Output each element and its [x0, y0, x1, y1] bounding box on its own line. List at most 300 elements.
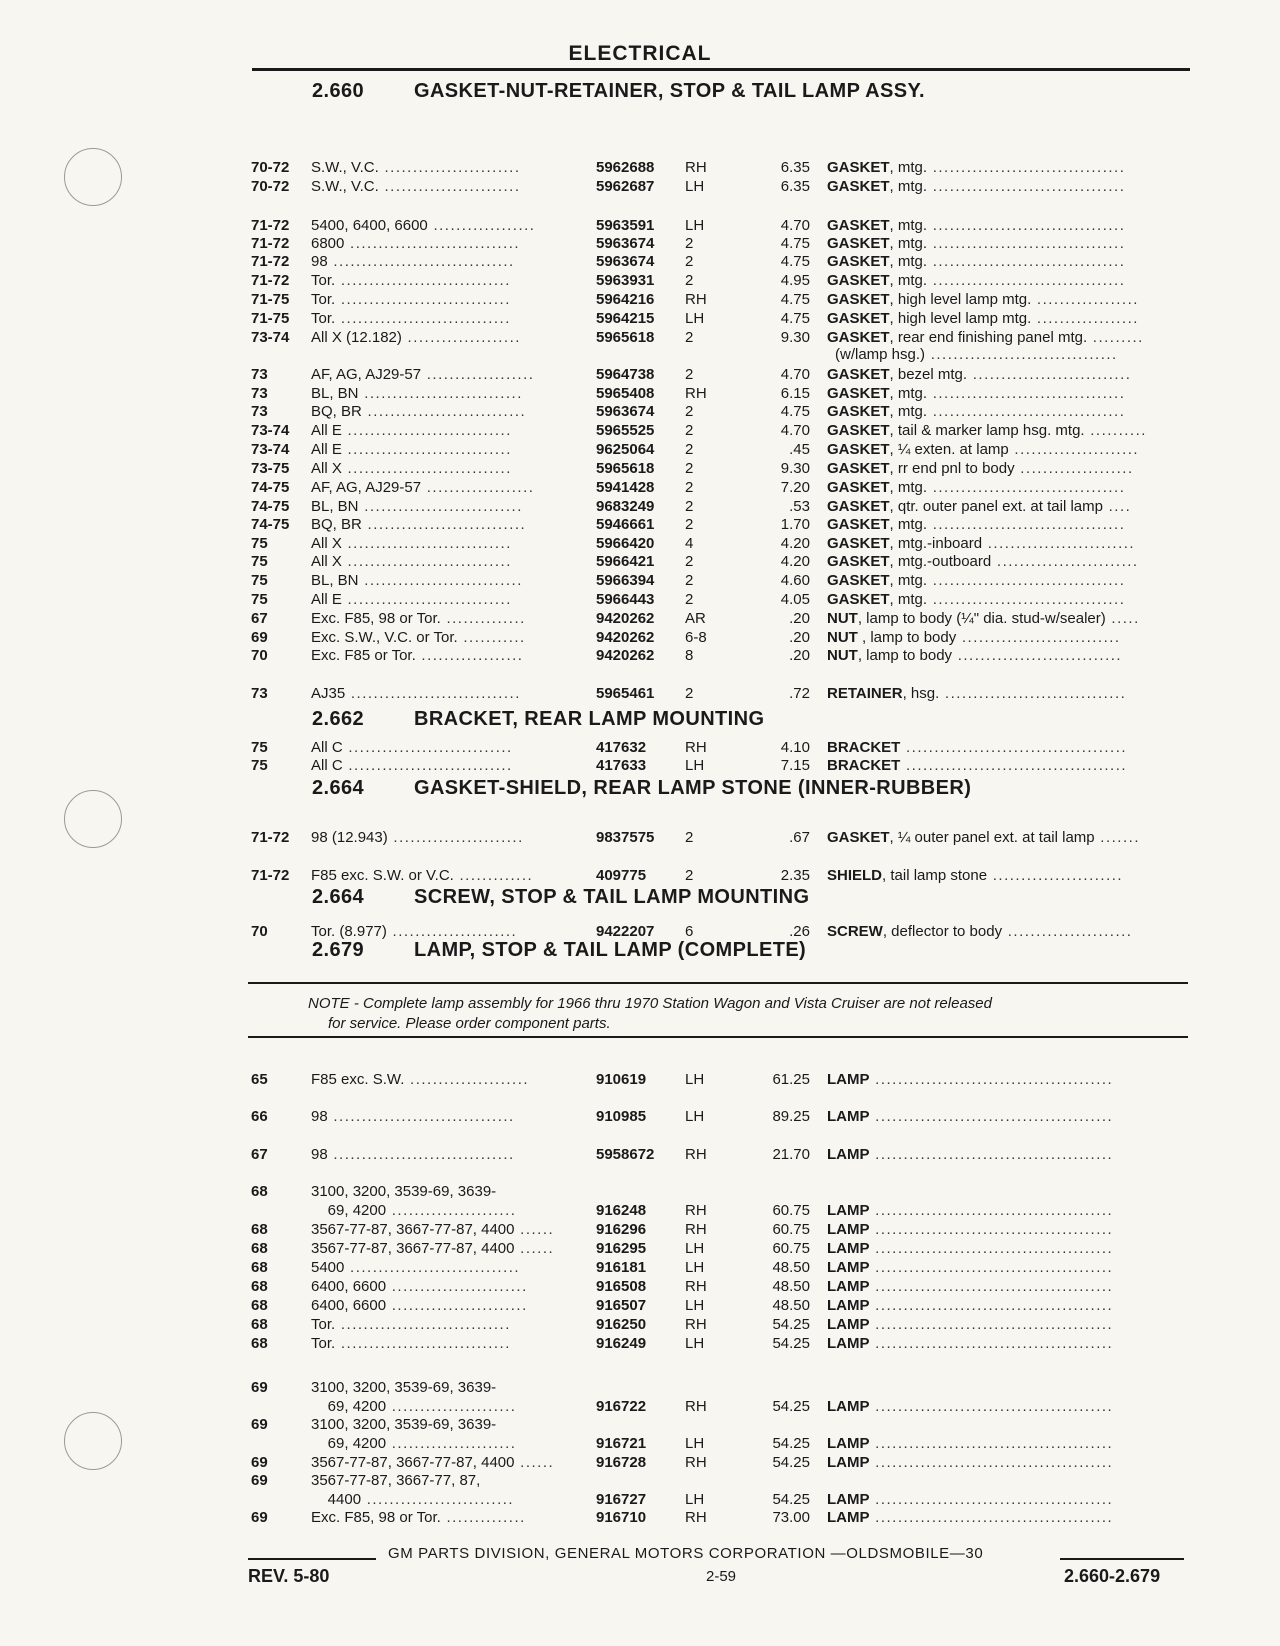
price: 2.35 [780, 867, 810, 884]
footer-rule-left [248, 1558, 376, 1560]
part-row [0, 421, 1280, 440]
leader-dots: .......................................... [869, 1316, 1114, 1333]
leader-dots: .......................................... [869, 1398, 1114, 1415]
note-rule [248, 1036, 1188, 1038]
price: 4.70 [780, 217, 810, 234]
model-year: 68 [251, 1183, 268, 1200]
model-text: 5400, 6400, 6600 [311, 217, 428, 234]
leader-dots: .......................... [982, 535, 1136, 552]
leader-dots: .................................. [927, 403, 1126, 420]
model-text: 69, 4200 [311, 1202, 387, 1219]
part-number: 5963591 [596, 217, 655, 234]
leader-dots: ............................ [956, 629, 1121, 646]
model-text: F85 exc. S.W. or V.C. [311, 867, 454, 884]
part-row [0, 1415, 1280, 1434]
part-description [827, 1434, 1189, 1453]
part-row [0, 271, 1280, 290]
part-row [0, 1182, 1280, 1201]
model-text: 5400 [311, 1259, 345, 1276]
part-detail: , mtg. [889, 572, 928, 589]
part-name: GASKET [827, 422, 890, 439]
part-row [0, 1334, 1280, 1353]
part-name: GASKET [827, 516, 890, 533]
model-applicability [311, 1334, 573, 1353]
leader-dots: ............................ [358, 385, 523, 402]
leader-dots: ............................. [341, 591, 512, 608]
model-text: 3567-77-87, 3667-77-87, 4400 [311, 1240, 515, 1257]
model-applicability [311, 1490, 573, 1509]
part-number: 5946661 [596, 516, 655, 533]
price: 61.25 [772, 1071, 810, 1088]
quantity: 2 [685, 441, 694, 458]
part-row [0, 515, 1280, 534]
model-applicability [311, 1296, 573, 1315]
price: 60.75 [772, 1221, 810, 1238]
part-description [827, 828, 1189, 847]
part-description [827, 478, 1189, 497]
leader-dots: ....................... [387, 829, 524, 846]
part-row [0, 1258, 1280, 1277]
part-detail: , mtg. [889, 479, 928, 496]
leader-dots: ............................. [342, 757, 513, 774]
model-text: 6400, 6600 [311, 1278, 387, 1295]
quantity: LH [685, 1435, 705, 1452]
part-row [0, 216, 1280, 235]
part-description [827, 1296, 1189, 1315]
model-text: 4400 [311, 1491, 362, 1508]
model-text: 98 [311, 253, 328, 270]
model-text: Exc. F85 or Tor. [311, 647, 416, 664]
part-detail: , mtg. [889, 591, 928, 608]
model-text: 3567-77-87, 3667-77-87, 4400 [311, 1221, 515, 1238]
model-applicability [311, 1415, 573, 1434]
leader-dots: .......................................... [869, 1278, 1114, 1295]
leader-dots: .................................. [927, 178, 1126, 195]
leader-dots: .......................................... [869, 1435, 1114, 1452]
leader-dots: .................... [401, 329, 521, 346]
model-year: 74-75 [251, 479, 290, 496]
model-text: All X [311, 460, 342, 477]
model-year: 68 [251, 1240, 268, 1257]
part-number: 916727 [596, 1491, 647, 1508]
part-number: 417633 [596, 757, 647, 774]
leader-dots: .................................. [927, 591, 1126, 608]
model-text: All E [311, 441, 342, 458]
leader-dots: .......................................... [869, 1071, 1114, 1088]
part-detail: , mtg. [889, 235, 928, 252]
part-number: 916181 [596, 1259, 647, 1276]
model-year: 67 [251, 1146, 268, 1163]
model-year: 65 [251, 1071, 268, 1088]
leader-dots: .......................................... [869, 1454, 1114, 1471]
price: 54.25 [772, 1316, 810, 1333]
quantity: RH [685, 1316, 707, 1333]
leader-dots: ........................ [378, 178, 521, 195]
part-description [827, 1220, 1189, 1239]
model-year: 68 [251, 1297, 268, 1314]
part-row [0, 1315, 1280, 1334]
part-detail: , mtg. [889, 516, 928, 533]
part-number: 916248 [596, 1202, 647, 1219]
leader-dots: ................... [421, 366, 535, 383]
quantity: 2 [685, 253, 694, 270]
leader-dots: .......................................... [869, 1335, 1114, 1352]
model-text: 3567-77-87, 3667-77-87, 4400 [311, 1454, 515, 1471]
part-detail: , mtg. [889, 159, 928, 176]
model-text: Tor. [311, 272, 336, 289]
part-detail: , high level lamp mtg. [889, 310, 1032, 327]
price: 54.25 [772, 1335, 810, 1352]
part-name: LAMP [827, 1509, 870, 1526]
part-detail: , mtg. [889, 178, 928, 195]
model-applicability [311, 1220, 573, 1239]
part-name: NUT [827, 647, 858, 664]
part-number: 9420262 [596, 629, 655, 646]
quantity: LH [685, 1491, 705, 1508]
model-year: 73-75 [251, 460, 290, 477]
part-description [827, 1490, 1189, 1509]
model-text: BL, BN [311, 498, 359, 515]
part-detail: , lamp to body [857, 647, 953, 664]
part-name: GASKET [827, 479, 890, 496]
section-title: SCREW, STOP & TAIL LAMP MOUNTING [414, 886, 810, 908]
leader-dots: ............................ [358, 498, 523, 515]
quantity: RH [685, 291, 707, 308]
price: 1.70 [780, 516, 810, 533]
part-description [827, 1334, 1189, 1353]
part-number: 910619 [596, 1071, 647, 1088]
section-title: GASKET-NUT-RETAINER, STOP & TAIL LAMP ASSY. [414, 80, 925, 102]
model-year: 73 [251, 685, 268, 702]
quantity: LH [685, 1259, 705, 1276]
leader-dots: .................................. [927, 516, 1126, 533]
part-row [0, 252, 1280, 271]
model-year: 68 [251, 1278, 268, 1295]
part-row [0, 1277, 1280, 1296]
model-applicability [311, 1201, 573, 1220]
price: 4.05 [780, 591, 810, 608]
quantity: 6-8 [685, 629, 707, 646]
model-applicability [311, 365, 573, 384]
section-heading [312, 939, 806, 962]
leader-dots: .................. [1031, 291, 1139, 308]
part-row [0, 628, 1280, 647]
section-number: 2.679 [312, 939, 365, 961]
model-applicability [311, 684, 573, 703]
quantity: RH [685, 385, 707, 402]
part-detail: , hsg. [902, 685, 940, 702]
price: 4.20 [780, 553, 810, 570]
part-description [827, 459, 1189, 478]
leader-dots: ...................... [386, 1398, 517, 1415]
section-title: LAMP, STOP & TAIL LAMP (COMPLETE) [414, 939, 807, 961]
part-number: 5963674 [596, 253, 655, 270]
model-year: 75 [251, 572, 268, 589]
part-description [827, 158, 1189, 177]
model-applicability [311, 384, 573, 403]
part-name: GASKET [827, 272, 890, 289]
quantity: RH [685, 1454, 707, 1471]
quantity: 2 [685, 329, 694, 346]
model-text: Exc. F85, 98 or Tor. [311, 610, 441, 627]
model-text: Exc. F85, 98 or Tor. [311, 1509, 441, 1526]
price: 60.75 [772, 1202, 810, 1219]
leader-dots: ............................. [341, 460, 512, 477]
part-row [0, 684, 1280, 703]
model-text: S.W., V.C. [311, 159, 379, 176]
model-year: 74-75 [251, 498, 290, 515]
model-text: 3100, 3200, 3539-69, 3639- [311, 1379, 497, 1396]
part-name: LAMP [827, 1221, 870, 1238]
price: 48.50 [772, 1259, 810, 1276]
model-applicability [311, 1239, 573, 1258]
model-applicability [311, 534, 573, 553]
part-row [0, 402, 1280, 421]
part-row [0, 345, 1280, 364]
part-number: 5963674 [596, 235, 655, 252]
leader-dots: .............. [440, 1509, 526, 1526]
quantity: 2 [685, 366, 694, 383]
leader-dots: ............................. [341, 441, 512, 458]
part-number: 916295 [596, 1240, 647, 1257]
part-number: 916249 [596, 1335, 647, 1352]
footer-rule-right [1060, 1558, 1184, 1560]
model-text: Tor. [311, 310, 336, 327]
model-text: 69, 4200 [311, 1435, 387, 1452]
part-detail: (w/lamp hsg.) [835, 346, 926, 363]
quantity: LH [685, 1108, 705, 1125]
quantity: 2 [685, 516, 694, 533]
part-detail: , mtg.-inboard [889, 535, 983, 552]
leader-dots: .................................. [927, 253, 1126, 270]
model-applicability [311, 290, 573, 309]
model-text: BQ, BR [311, 403, 362, 420]
part-row [0, 756, 1280, 775]
leader-dots: .............................. [335, 291, 511, 308]
part-row [0, 1434, 1280, 1453]
model-applicability [311, 1378, 573, 1397]
model-text: All E [311, 591, 342, 608]
model-year: 73 [251, 366, 268, 383]
model-year: 71-75 [251, 291, 290, 308]
footer-division: GM PARTS DIVISION, GENERAL MOTORS CORPORATION —OLDSMOBILE—30 [388, 1545, 984, 1562]
quantity: 8 [685, 647, 694, 664]
part-row [0, 1397, 1280, 1416]
part-number: 916722 [596, 1398, 647, 1415]
leader-dots: .................. [1031, 310, 1139, 327]
part-row [0, 1378, 1280, 1397]
model-text: F85 exc. S.W. [311, 1071, 405, 1088]
model-text: Tor. [311, 1316, 336, 1333]
part-detail: , mtg. [889, 253, 928, 270]
leader-dots: ..... [1105, 610, 1140, 627]
quantity: RH [685, 739, 707, 756]
part-description [827, 497, 1189, 516]
leader-dots: .................................. [927, 272, 1126, 289]
quantity: 4 [685, 535, 694, 552]
part-description [827, 628, 1189, 647]
leader-dots: ....................................... [900, 757, 1128, 774]
model-text: AF, AG, AJ29-57 [311, 479, 422, 496]
part-row [0, 590, 1280, 609]
model-applicability [311, 1070, 573, 1089]
model-applicability [311, 515, 573, 534]
quantity: 2 [685, 498, 694, 515]
part-name: SHIELD [827, 867, 883, 884]
price: 4.95 [780, 272, 810, 289]
model-applicability [311, 1397, 573, 1416]
part-number: 5962688 [596, 159, 655, 176]
part-number: 5965618 [596, 460, 655, 477]
model-text: 3100, 3200, 3539-69, 3639- [311, 1183, 497, 1200]
model-applicability [311, 866, 573, 885]
model-applicability [311, 1508, 573, 1527]
part-number: 910985 [596, 1108, 647, 1125]
model-year: 75 [251, 739, 268, 756]
part-number: 5965525 [596, 422, 655, 439]
model-applicability [311, 497, 573, 516]
part-name: LAMP [827, 1146, 870, 1163]
part-number: 9625064 [596, 441, 655, 458]
model-applicability [311, 646, 573, 665]
part-name: NUT [827, 610, 858, 627]
quantity: 2 [685, 422, 694, 439]
part-description [827, 1145, 1189, 1164]
part-number: 5966394 [596, 572, 655, 589]
leader-dots: .............................. [344, 1259, 521, 1276]
model-applicability [311, 309, 573, 328]
price: 7.15 [780, 757, 810, 774]
model-applicability [311, 1471, 573, 1490]
price: 4.75 [780, 253, 810, 270]
part-row [0, 828, 1280, 847]
part-detail: , tail & marker lamp hsg. mtg. [889, 422, 1085, 439]
model-applicability [311, 1434, 573, 1453]
price: .45 [789, 441, 810, 458]
leader-dots: ....................................... [900, 739, 1128, 756]
quantity: RH [685, 1146, 707, 1163]
part-row [0, 866, 1280, 885]
price: .26 [789, 923, 810, 940]
part-row [0, 440, 1280, 459]
part-number: 916721 [596, 1435, 647, 1452]
leader-dots: ............................. [341, 553, 512, 570]
header-rule [252, 68, 1190, 71]
leader-dots: ...... [514, 1240, 555, 1257]
part-description [827, 309, 1189, 328]
part-number: 9683249 [596, 498, 655, 515]
model-text: 3567-77-87, 3667-77, 87, [311, 1472, 481, 1489]
leader-dots: ................................. [925, 346, 1118, 363]
model-applicability [311, 177, 573, 196]
part-description [827, 290, 1189, 309]
model-applicability [311, 1182, 573, 1201]
price: 54.25 [772, 1491, 810, 1508]
model-year: 68 [251, 1335, 268, 1352]
leader-dots: .................................. [927, 479, 1126, 496]
part-detail: , bezel mtg. [889, 366, 968, 383]
leader-dots: .................. [415, 647, 524, 664]
part-description [827, 1397, 1189, 1416]
part-description [827, 1508, 1189, 1527]
part-name: GASKET [827, 291, 890, 308]
quantity: RH [685, 1398, 707, 1415]
price: .72 [789, 685, 810, 702]
leader-dots: ............................. [952, 647, 1123, 664]
leader-dots: .................................. [927, 217, 1126, 234]
part-name: LAMP [827, 1335, 870, 1352]
part-detail: , mtg. [889, 403, 928, 420]
price: .67 [789, 829, 810, 846]
part-description [827, 1107, 1189, 1126]
part-description [827, 866, 1189, 885]
model-text: All X [311, 535, 342, 552]
part-detail: , tail lamp stone [882, 867, 988, 884]
part-name: LAMP [827, 1108, 870, 1125]
model-applicability [311, 158, 573, 177]
price: 9.30 [780, 329, 810, 346]
part-row [0, 1201, 1280, 1220]
part-name: GASKET [827, 460, 890, 477]
model-applicability [311, 252, 573, 271]
model-applicability [311, 552, 573, 571]
model-year: 71-72 [251, 217, 290, 234]
part-description [827, 552, 1189, 571]
part-row [0, 738, 1280, 757]
model-year: 71-72 [251, 235, 290, 252]
leader-dots: ........... [457, 629, 526, 646]
price: 4.70 [780, 422, 810, 439]
price: .20 [789, 647, 810, 664]
model-text: Tor. [311, 291, 336, 308]
price: .20 [789, 610, 810, 627]
part-detail: , rear end finishing panel mtg. [889, 329, 1088, 346]
part-name: GASKET [827, 498, 890, 515]
leader-dots: .................................. [927, 159, 1126, 176]
model-year: 71-72 [251, 829, 290, 846]
model-applicability [311, 421, 573, 440]
part-row [0, 478, 1280, 497]
part-number: 5963674 [596, 403, 655, 420]
part-name: GASKET [827, 535, 890, 552]
section-title: BRACKET, REAR LAMP MOUNTING [414, 708, 765, 730]
part-detail: , lamp to body [857, 629, 957, 646]
part-row [0, 1220, 1280, 1239]
quantity: LH [685, 1240, 705, 1257]
model-text: Tor. (8.977) [311, 923, 387, 940]
model-year: 75 [251, 757, 268, 774]
model-applicability [311, 478, 573, 497]
part-number: 5965408 [596, 385, 655, 402]
part-row [0, 234, 1280, 253]
leader-dots: ...... [514, 1454, 555, 1471]
part-row [0, 1239, 1280, 1258]
leader-dots: .......................................... [869, 1108, 1114, 1125]
part-number: 9420262 [596, 647, 655, 664]
leader-dots: .................. [427, 217, 536, 234]
part-description [827, 738, 1189, 757]
part-description [827, 1277, 1189, 1296]
part-row [0, 1508, 1280, 1527]
model-year: 67 [251, 610, 268, 627]
model-year: 69 [251, 1472, 268, 1489]
model-applicability [311, 609, 573, 628]
part-detail: , ¼ exten. at lamp [889, 441, 1009, 458]
model-applicability [311, 1107, 573, 1126]
model-text: 6400, 6600 [311, 1297, 387, 1314]
model-text: S.W., V.C. [311, 178, 379, 195]
leader-dots: ....................... [987, 867, 1124, 884]
